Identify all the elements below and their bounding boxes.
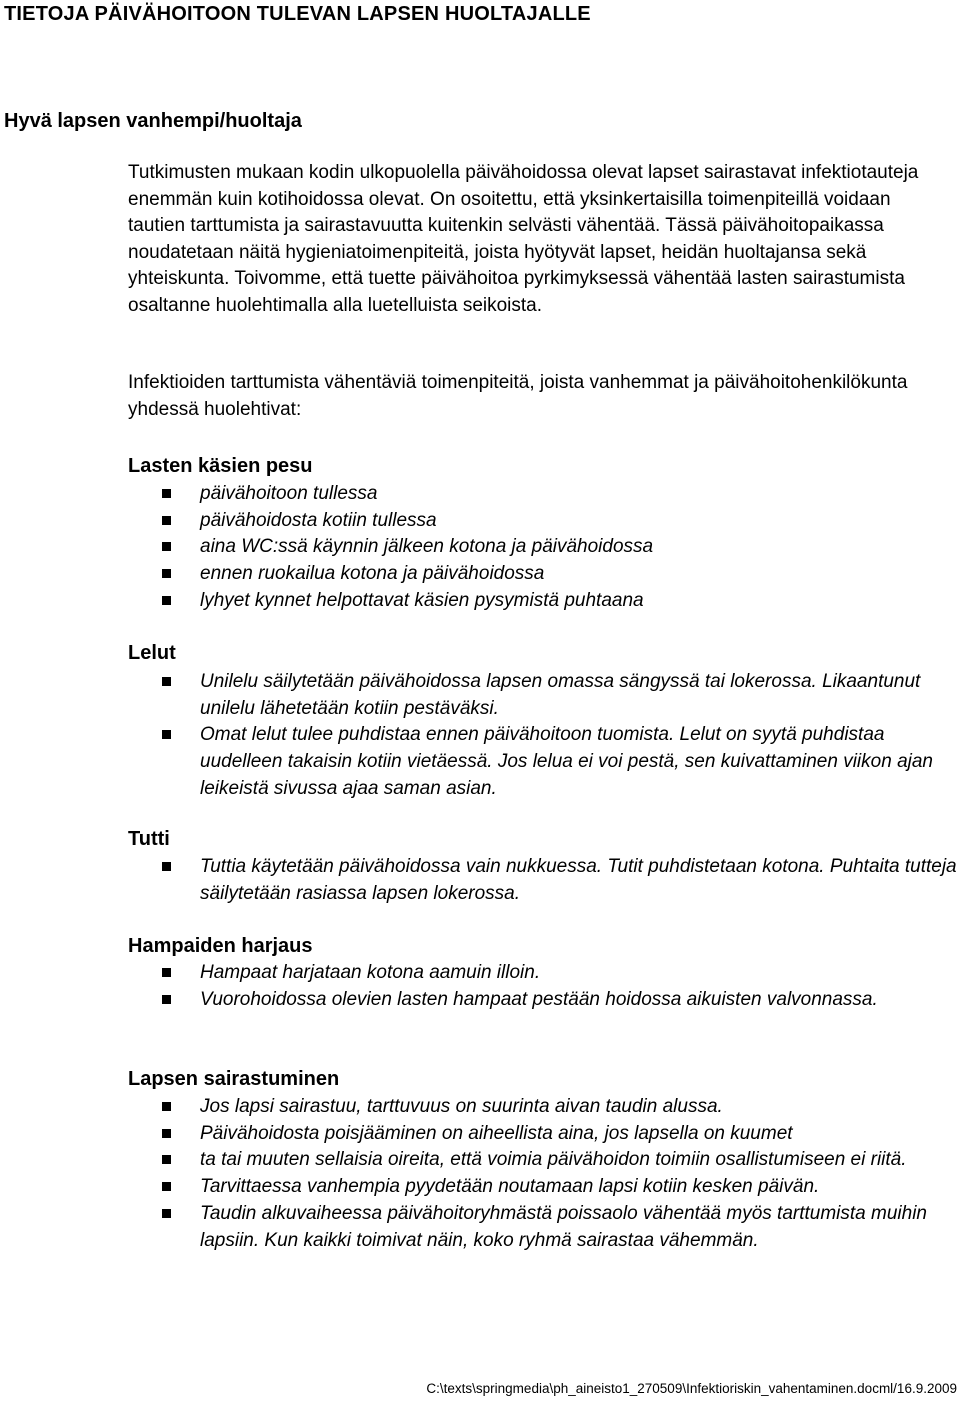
list-item: päivähoitoon tullessa — [160, 481, 960, 508]
list-item: päivähoidosta kotiin tullessa — [160, 508, 960, 535]
list-item: Jos lapsi sairastuu, tarttuvuus on suurinta aivan taudin alussa. — [160, 1094, 960, 1121]
footer-file-path: C:\texts\springmedia\ph_aineisto1_270509\Infektioriskin_vahentaminen.docml/16.9.2009 — [426, 1381, 957, 1396]
list-tutti — [160, 854, 960, 907]
section-heading-kasien-pesu: Lasten käsien pesu — [128, 455, 313, 477]
square-bullet-icon — [162, 862, 171, 871]
square-bullet-icon — [162, 1102, 171, 1111]
list-lapsen-sairastuminen — [160, 1094, 960, 1254]
section-heading-lelut: Lelut — [128, 642, 176, 664]
list-item: Vuorohoidossa olevien lasten hampaat pestään hoidossa aikuisten valvonnassa. — [160, 987, 960, 1014]
document-title: TIETOJA PÄIVÄHOITOON TULEVAN LAPSEN HUOLTAJALLE — [4, 3, 591, 25]
list-item: Tarvittaessa vanhempia pyydetään noutamaan lapsi kotiin kesken päivän. — [160, 1174, 960, 1201]
list-item: ennen ruokailua kotona ja päivähoidossa — [160, 561, 960, 588]
square-bullet-icon — [162, 1182, 171, 1191]
square-bullet-icon — [162, 730, 171, 739]
intro-paragraph: Tutkimusten mukaan kodin ulkopuolella päivähoidossa olevat lapset sairastavat infektiotauteja enemmän kuin kotihoidossa olevat. On osoitettu, että yksinkertaisilla toimenpiteillä voidaan tautien tarttumista ja sairastavuutta kuitenkin selvästi vähentää. Tässä päivähoitopaikassa noudatetaan näitä hygieniatoimenpiteitä, joista hyötyvät lapset, heidän huoltajansa sekä yhteiskunta. Toivomme, että tuette päivähoitoa pyrkimyksessä vähentää lasten sairastumista osaltanne huolehtimalla alla luetelluista seikoista. — [128, 162, 919, 316]
list-item: Tuttia käytetään päivähoidossa vain nukkuessa. Tutit puhdistetaan kotona. Puhtaita tutteja säilytetään rasiassa lapsen lokerossa. — [160, 854, 960, 907]
list-lelut — [160, 669, 960, 803]
square-bullet-icon — [162, 995, 171, 1004]
list-item: ta tai muuten sellaisia oireita, että voimia päivähoidon toimiin osallistumiseen ei riitä. — [160, 1147, 960, 1174]
section-heading-hampaiden-harjaus: Hampaiden harjaus — [128, 935, 313, 957]
greeting-heading: Hyvä lapsen vanhempi/huoltaja — [4, 110, 302, 132]
measures-intro-paragraph: Infektioiden tarttumista vähentäviä toimenpiteitä, joista vanhemmat ja päivähoitohenkilökunta yhdessä huolehtivat: — [128, 372, 908, 420]
list-item: aina WC:ssä käynnin jälkeen kotona ja päivähoidossa — [160, 534, 960, 561]
square-bullet-icon — [162, 1155, 171, 1164]
square-bullet-icon — [162, 596, 171, 605]
section-heading-tutti: Tutti — [128, 828, 170, 850]
list-item: lyhyet kynnet helpottavat käsien pysymistä puhtaana — [160, 588, 960, 615]
square-bullet-icon — [162, 489, 171, 498]
list-item: Taudin alkuvaiheessa päivähoitoryhmästä poissaolo vähentää myös tarttumista muihin lapsiin. Kun kaikki toimivat näin, koko ryhmä sairastaa vähemmän. — [160, 1201, 960, 1254]
square-bullet-icon — [162, 677, 171, 686]
square-bullet-icon — [162, 516, 171, 525]
list-item: Unilelu säilytetään päivähoidossa lapsen omassa sängyssä tai lokerossa. Likaantunut unilelu lähetetään kotiin pestäväksi. — [160, 669, 960, 722]
section-heading-lapsen-sairastuminen: Lapsen sairastuminen — [128, 1068, 340, 1090]
square-bullet-icon — [162, 968, 171, 977]
list-item: Omat lelut tulee puhdistaa ennen päivähoitoon tuomista. Lelut on syytä puhdistaa uudelleen takaisin kotiin vietäessä. Jos lelua ei voi pestä, sen kuivattaminen viikon ajan leikeistä sivussa ajaa saman asian. — [160, 722, 960, 802]
list-hampaiden-harjaus — [160, 960, 960, 1013]
list-kasien-pesu — [160, 481, 960, 615]
square-bullet-icon — [162, 1209, 171, 1218]
square-bullet-icon — [162, 569, 171, 578]
list-item: Päivähoidosta poisjääminen on aiheellista aina, jos lapsella on kuumet — [160, 1121, 960, 1148]
list-item: Hampaat harjataan kotona aamuin illoin. — [160, 960, 960, 987]
square-bullet-icon — [162, 1129, 171, 1138]
square-bullet-icon — [162, 542, 171, 551]
